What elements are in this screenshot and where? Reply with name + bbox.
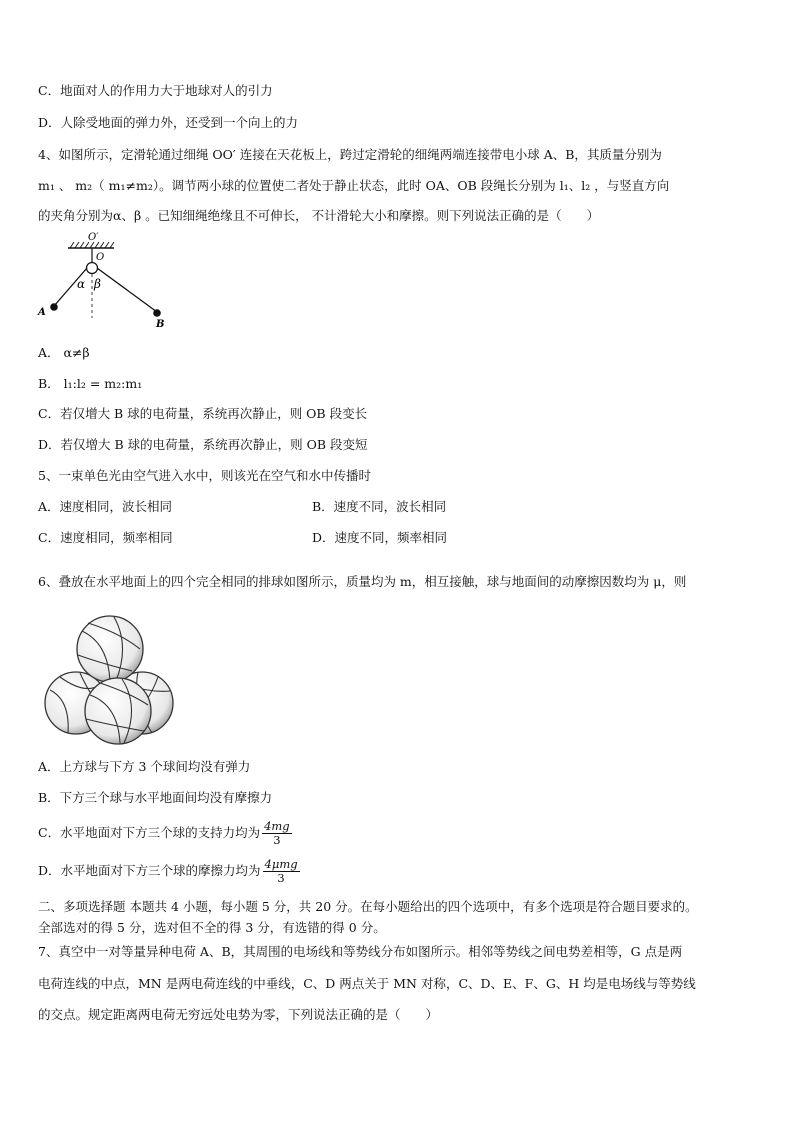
label-o-prime: O′ <box>88 232 99 243</box>
q4-option-c: C．若仅增大 B 球的电荷量，系统再次静止，则 OB 段变长 <box>38 406 368 421</box>
volleyball-front <box>85 678 151 744</box>
section2-heading-line1: 二、多项选择题 本题共 4 小题，每小题 5 分，共 20 分。在每小题给出的四个选项中，有多个选项是符合题目要求的。 <box>38 899 698 914</box>
q6-option-d-text: D．水平地面对下方三个球的摩擦力均为 <box>38 863 261 878</box>
q4-option-b: B． l₁:l₂ = m₂:m₁ <box>38 376 143 391</box>
q7-stem-line2: 电荷连线的中点，MN 是两电荷连线的中垂线，C、D 两点关于 MN 对称，C、D、E、F、G、H 均是电场线与等势线 <box>38 976 696 991</box>
q6-option-c <box>38 820 292 847</box>
q4-option-d: D．若仅增大 B 球的电荷量，系统再次静止，则 OB 段变短 <box>38 437 368 452</box>
q6-option-c-fraction <box>262 820 292 847</box>
q4-option-a: A． α≠β <box>38 345 90 360</box>
q3-option-d: D．人除受地面的弹力外，还受到一个向上的力 <box>38 115 299 130</box>
q5-option-d: D．速度不同，频率相同 <box>312 530 448 545</box>
q6-option-b: B．下方三个球与水平地面间均没有摩擦力 <box>38 790 273 805</box>
q5-option-b: B．速度不同，波长相同 <box>312 499 447 514</box>
pulley-diagram <box>30 230 180 330</box>
q5-option-c: C．速度相同，频率相同 <box>38 530 173 545</box>
q4-stem-line3: 的夹角分别为α、β 。已知细绳绝缘且不可伸长， 不计滑轮大小和摩擦。则下列说法正确的是（ ） <box>38 208 600 223</box>
volleyball-figure <box>40 605 180 747</box>
q6-option-d <box>38 858 300 885</box>
q4-stem-line2: m₁ 、 m₂（ m₁≠m₂）。调节两小球的位置使二者处于静止状态，此时 OA、OB 段绳长分别为 l₁、l₂ ，与竖直方向 <box>38 178 670 193</box>
volleyball-top <box>77 616 143 682</box>
label-o: O <box>96 252 105 263</box>
fraction-denominator: 3 <box>277 871 285 885</box>
q6-stem: 6、叠放在水平地面上的四个完全相同的排球如图所示，质量均为 m，相互接触，球与地面间的动摩擦因数均为 μ，则 <box>38 574 687 589</box>
q5-stem: 5、一束单色光由空气进入水中，则该光在空气和水中传播时 <box>38 468 371 483</box>
section2-heading-line2: 全部选对的得 5 分，选对但不全的得 3 分，有选错的得 0 分。 <box>38 920 386 935</box>
q7-stem-line1: 7、真空中一对等量异种电荷 A、B，其周围的电场线和等势线分布如图所示。相邻等势线之间电势差相等，G 点是两 <box>38 944 683 959</box>
fraction-numerator: 4μmg <box>264 857 298 871</box>
q6-option-d-fraction <box>263 858 300 885</box>
label-a: A <box>38 307 46 318</box>
q5-option-a: A．速度相同，波长相同 <box>38 499 173 514</box>
label-beta: β <box>94 277 101 291</box>
q6-option-c-text: C．水平地面对下方三个球的支持力均为 <box>38 825 261 840</box>
ball-a <box>50 303 58 311</box>
q3-option-c: C．地面对人的作用力大于地球对人的引力 <box>38 83 273 98</box>
q6-option-a: A．上方球与下方 3 个球间均没有弹力 <box>38 759 251 774</box>
label-alpha: α <box>77 277 86 291</box>
ball-b <box>153 309 161 317</box>
fraction-numerator: 4mg <box>264 819 290 833</box>
q4-stem-line1: 4、如图所示，定滑轮通过细绳 OO′ 连接在天花板上，跨过定滑轮的细绳两端连接带电小球 A、B，其质量分别为 <box>38 147 662 162</box>
label-b: B <box>156 319 165 330</box>
fraction-denominator: 3 <box>273 833 281 847</box>
q7-stem-line3: 的交点。规定距离两电荷无穷远处电势为零，下列说法正确的是（ ） <box>38 1007 439 1022</box>
